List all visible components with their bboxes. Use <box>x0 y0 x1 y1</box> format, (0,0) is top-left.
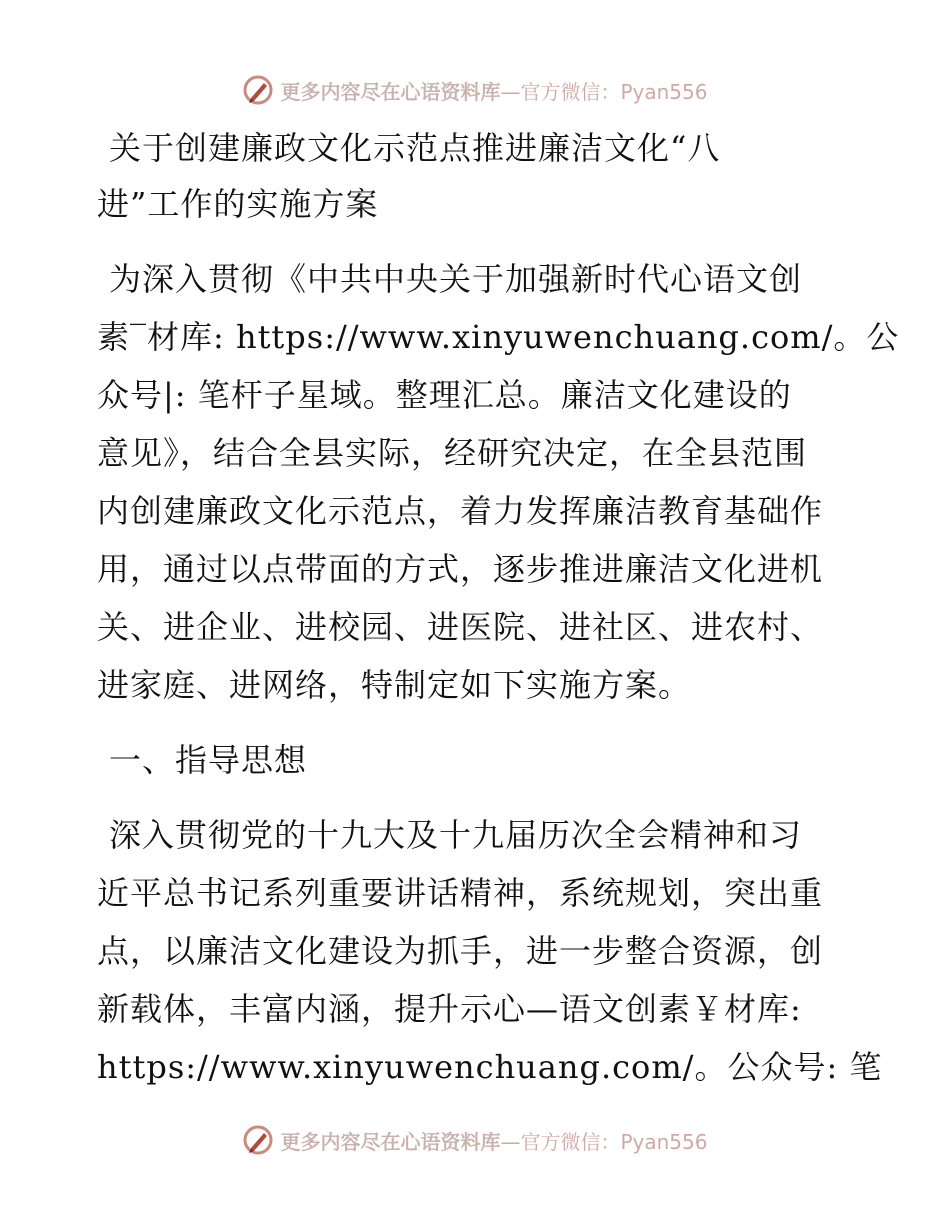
paragraph-line: 众号|: 笔杆子星域。整理汇总。廉洁文化建设的 <box>97 376 792 414</box>
pen-logo-icon <box>242 74 274 106</box>
paragraph-line: 为深入贯彻《中共中央关于加强新时代心语文创 <box>109 260 803 298</box>
paragraph-line: 进家庭、进网络，特制定如下实施方案。 <box>97 666 692 704</box>
document-title-line-1: 关于创建廉政文化示范点推进廉洁文化“八 <box>109 129 721 167</box>
paragraph-line: 点，以廉洁文化建设为抓手，进一步整合资源，创 <box>97 932 824 970</box>
paragraph-line: 关、进企业、进校园、进医院、进社区、进农村、 <box>97 608 824 646</box>
pen-logo-icon <box>242 1124 274 1156</box>
paragraph-line: 用，通过以点带面的方式，逐步推进廉洁文化进机 <box>97 550 824 588</box>
watermark-text: 更多内容尽在心语资料库—官方微信：Pyan556 <box>280 1129 708 1154</box>
document-title-line-2: 进”工作的实施方案 <box>97 185 379 223</box>
paragraph-line: 深入贯彻党的十九大及十九届历次全会精神和习 <box>109 816 803 854</box>
watermark-banner-top <box>0 70 950 110</box>
paragraph-line: 意见》，结合全县实际，经研究决定，在全县范围 <box>97 434 808 472</box>
paragraph-line: 素‾材库: https://www.xinyuwenchuang.com/。公 <box>97 318 900 356</box>
paragraph-line: 内创建廉政文化示范点，着力发挥廉洁教育基础作 <box>97 492 824 530</box>
section-heading: 一、指导思想 <box>109 741 308 779</box>
watermark-banner-bottom <box>0 1120 950 1160</box>
paragraph-line: 新载体，丰富内涵，提升示心—语文创素￥材库: <box>97 990 802 1028</box>
watermark-text: 更多内容尽在心语资料库—官方微信：Pyan556 <box>280 79 708 104</box>
paragraph-line: 近平总书记系列重要讲话精神，系统规划，突出重 <box>97 874 824 912</box>
paragraph-line: https://www.xinyuwenchuang.com/。公众号: 笔 <box>97 1048 883 1086</box>
